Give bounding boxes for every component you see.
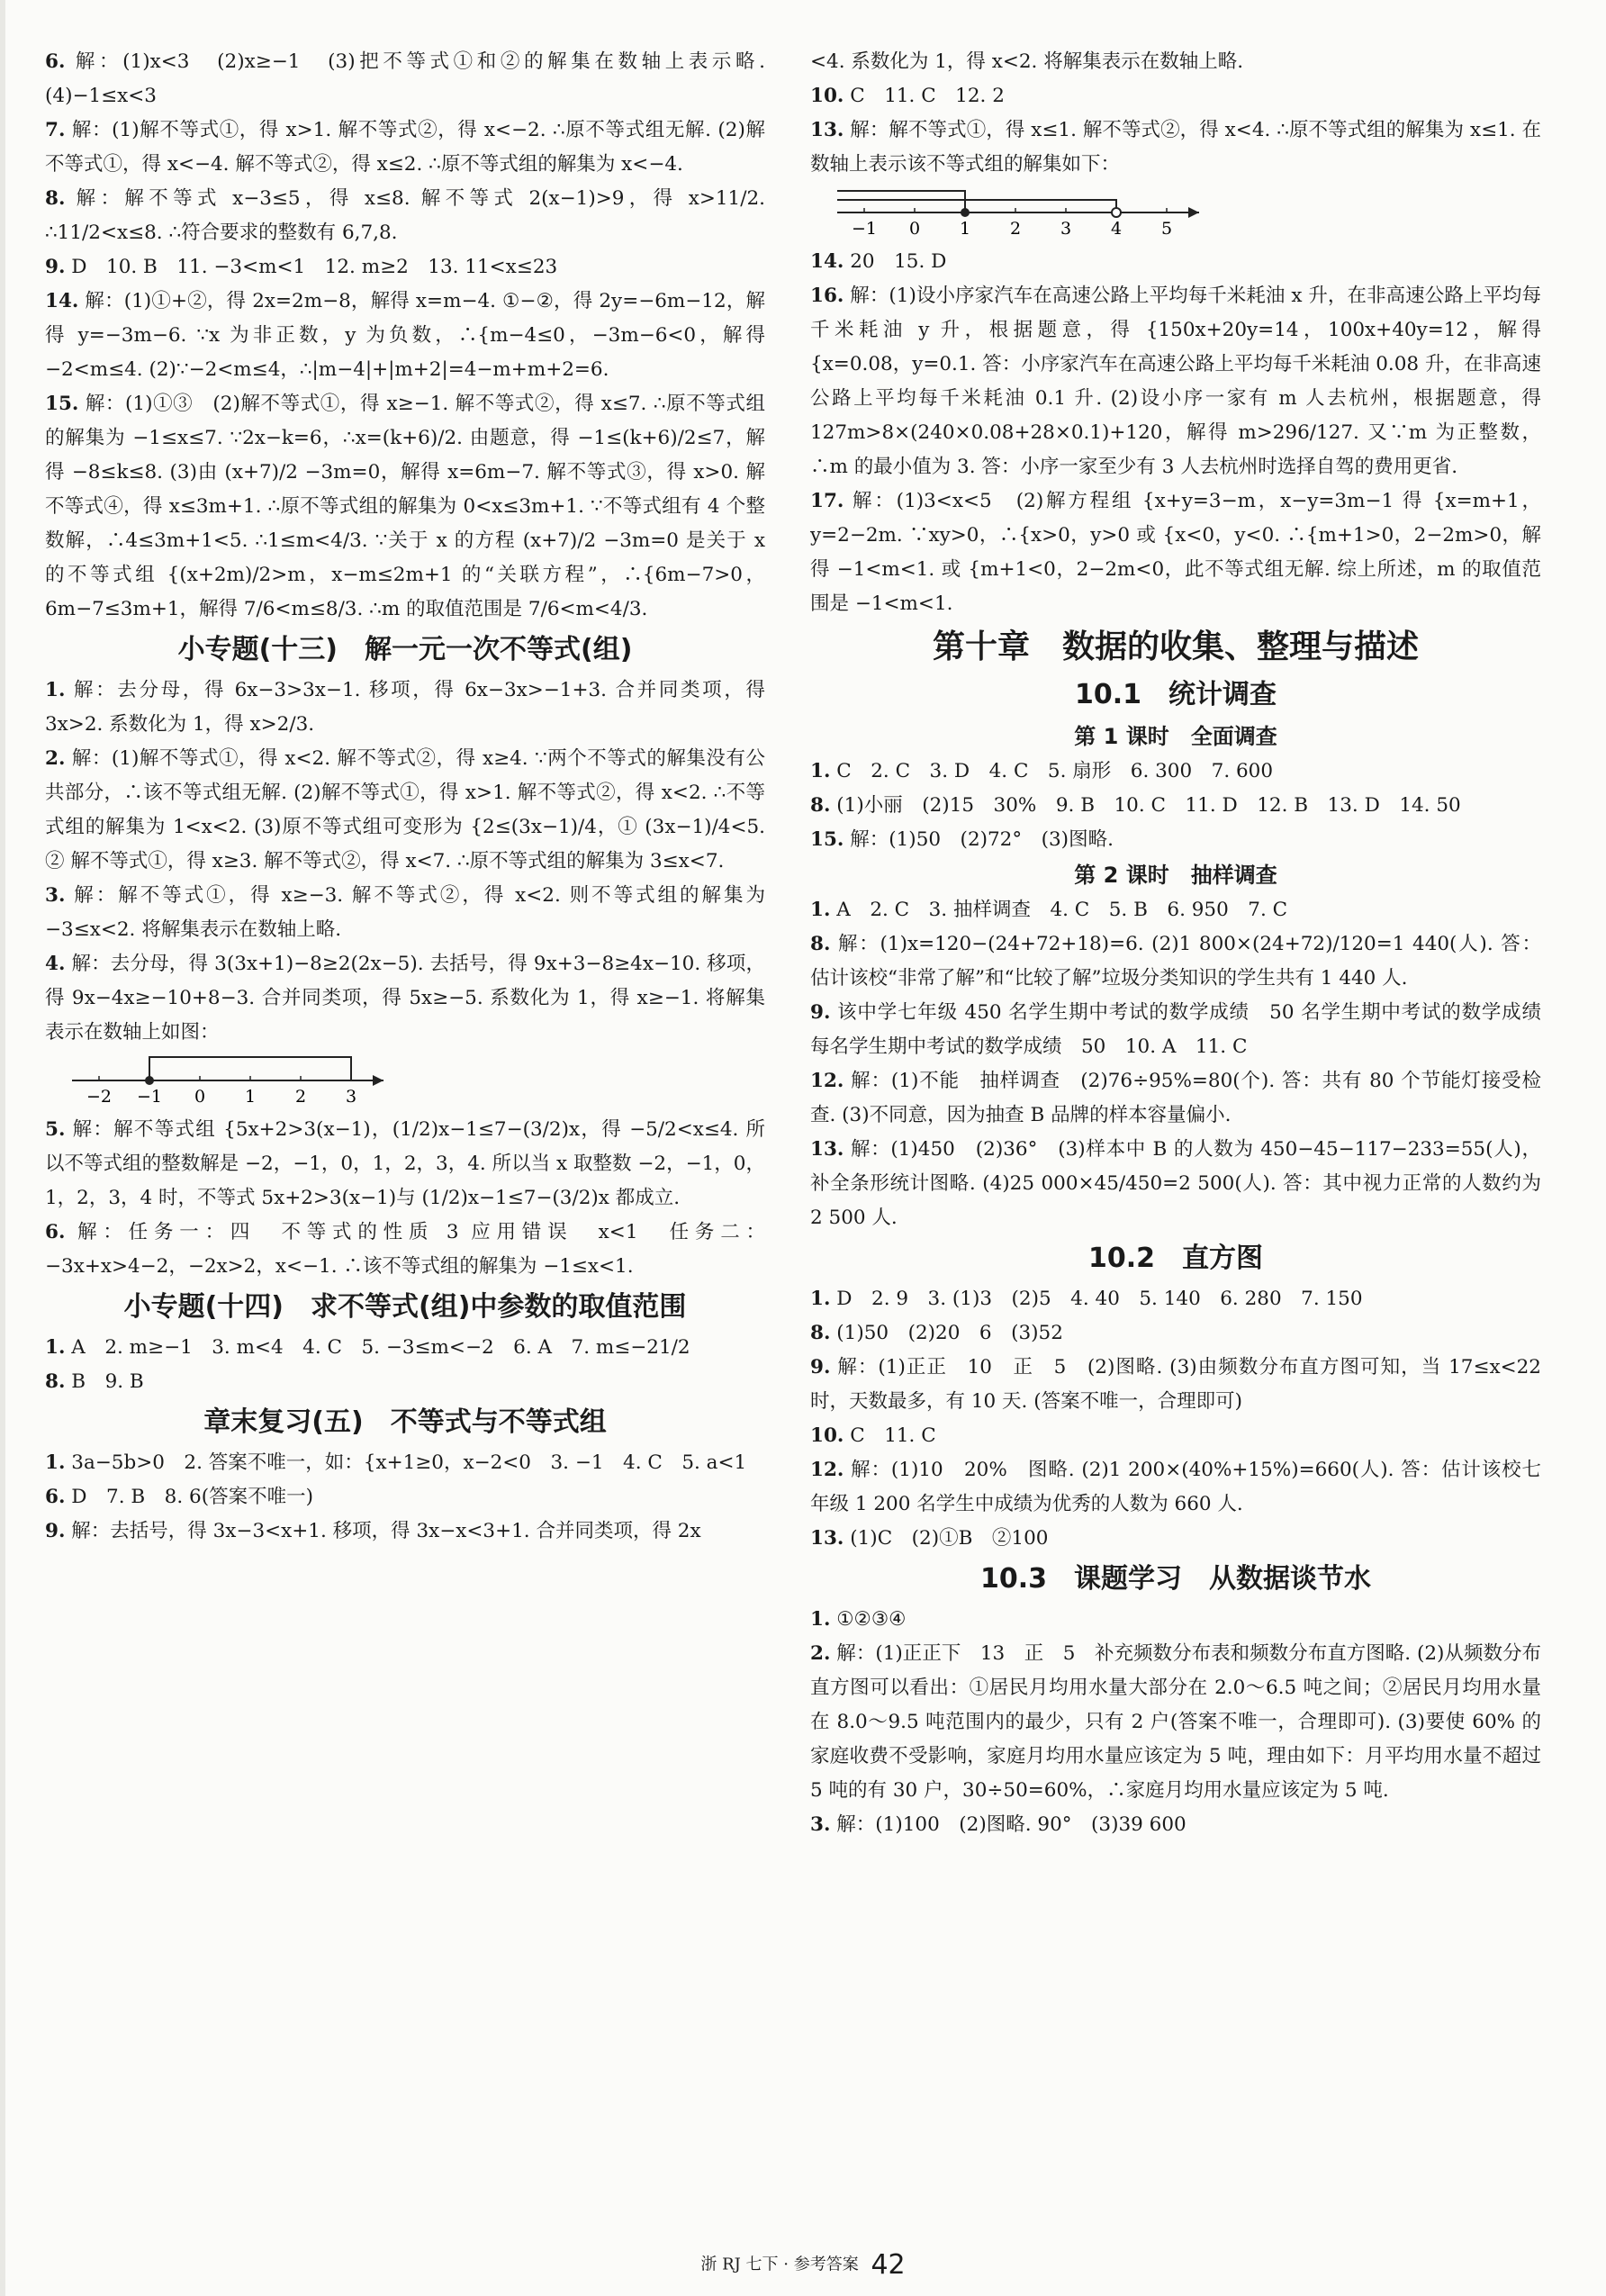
number-line-figure xyxy=(45,1050,765,1113)
closed-point xyxy=(961,208,970,217)
question-number: 2. xyxy=(45,747,66,770)
tick-label: −1 xyxy=(851,219,878,239)
number-line xyxy=(45,1050,729,1113)
page-number: 42 xyxy=(871,2249,906,2281)
tick-label: 1 xyxy=(244,1087,257,1107)
open-point xyxy=(1112,208,1121,217)
question-number: 14. xyxy=(45,290,79,312)
axis-arrow xyxy=(1188,207,1199,218)
number-line-figure xyxy=(810,182,1541,245)
question-number: 4. xyxy=(45,953,66,975)
question-number: 3. xyxy=(810,1813,831,1836)
answer-block: 6. D 7. B 8. 6(答案不唯一) xyxy=(45,1486,313,1508)
question-number: 1. xyxy=(810,1288,831,1310)
tick-label: 0 xyxy=(194,1087,206,1107)
question-number: 6. xyxy=(45,1486,66,1508)
question-number: 8. xyxy=(810,1322,831,1344)
tick-label: −2 xyxy=(86,1087,113,1107)
answer-block: 9. 该中学七年级 450 名学生期中考试的数学成绩 50 名学生期中考试的数学成绩 每名学生期中考试的数学成绩 50 10. A 11. C xyxy=(810,1001,1561,1058)
answer-block: 14. 解：(1)①+②，得 2x=2m−8，解得 x=m−4. ①−②，得 2y=−6m−12，解得 y=−3m−6. ∵x 为非正数，y 为负数，∴{m−4≤0，−3m−6<0，解得 −2<m≤4. (2)∵−2<m≤4，∴|m−4|+|m+2|=4−m+m+2=6. xyxy=(45,290,765,381)
solution-ray-right xyxy=(837,200,1116,212)
section-heading: 10.1 统计调查 xyxy=(1074,679,1277,710)
answer-block: 17. 解：(1)3<x<5 (2)解方程组 {x+y=3−m，x−y=3m−1 得 {x=m+1，y=2−2m. ∵xy>0，∴{x>0，y>0 或 {x<0，y<0. ∴{m+1>0，2−2m>0，解得 −1<m<1. 或 {m+1<0，2−2m<0，此不等式组无解. 综上所述，m 的取值范围是 −1<m<1. xyxy=(810,490,1541,615)
number-line xyxy=(810,182,1494,245)
tick-label: 2 xyxy=(294,1087,307,1107)
tick-label: 2 xyxy=(1009,219,1022,239)
footer-label: 浙 RJ 七下 · 参考答案 xyxy=(700,2255,859,2274)
question-number: 3. xyxy=(45,884,66,907)
answer-block: 1. A 2. C 3. 抽样调查 4. C 5. B 6. 950 7. C xyxy=(810,899,1288,921)
answer-block: 16. 解：(1)设小序家汽车在高速公路上平均每千米耗油 x 升，在非高速公路上平均每千米耗油 y 升，根据题意，得 {150x+20y=14，100x+40y=12，解得 {x=0.08，y=0.1. 答：小序家汽车在高速公路上平均每千米耗油 0.08 升，在非高速公路上平均每千米耗油 0.1 升. (2)设小序一家有 m 人去杭州，根据题意，得 127m>8×(240×0.08+28×0.1)+120，解得 m>296/127. 又∵m 为正整数，∴m 的最小值为 3. 答：小序一家至少有 3 人去杭州时选择自驾的费用更省. xyxy=(810,285,1541,478)
question-number: 13. xyxy=(810,1138,844,1161)
answer-block: 6. 解：(1)x<3 (2)x≥−1 (3)把不等式①和②的解集在数轴上表示略. (4)−1≤x<3 xyxy=(45,50,765,107)
question-number: 9. xyxy=(810,1356,831,1379)
question-number: 14. xyxy=(810,250,844,273)
question-number: 9. xyxy=(45,1520,66,1542)
question-number: 6. xyxy=(45,50,66,73)
section-heading: 章末复习(五) 不等式与不等式组 xyxy=(203,1406,607,1438)
question-number: 15. xyxy=(810,828,844,851)
question-number: 10. xyxy=(810,85,844,107)
solution-ray-left xyxy=(837,191,965,212)
answer-block: 13. (1)C (2)①B ②100 xyxy=(810,1527,1049,1550)
question-number: 12. xyxy=(810,1459,844,1481)
answer-block: 10. C 11. C xyxy=(810,1424,936,1447)
answer-block: 3. 解：解不等式①，得 x≥−3. 解不等式②，得 x<2. 则不等式组的解集为 −3≤x<2. 将解集表示在数轴上略. xyxy=(45,884,765,941)
answer-block: 15. 解：(1)①③ (2)解不等式①，得 x≥−1. 解不等式②，得 x≤7. ∴原不等式组的解集为 −1≤x≤7. ∵2x−k=6，∴x=(k+6)/2. 由题意，得 −1≤(k+6)/2≤7，解得 −8≤k≤8. (3)由 (x+7)/2 −3m=0，解得 x=6m−7. 解不等式③，得 x>0. 解不等式④，得 x≤3m+1. ∴原不等式组的解集为 0<x≤3m+1. ∵不等式组有 4 个整数解，∴4≤3m+1<5. ∴1≤m<4/3. ∵关于 x 的方程 (x+7)/2 −3m=0 是关于 x 的不等式组 {(x+2m)/2>m，x−m≤2m+1 的“关联方程”，∴{6m−7>0，6m−7≤3m+1，解得 7/6<m≤8/3. ∴m 的取值范围是 7/6<m<4/3. xyxy=(45,393,765,620)
answer-block: 1. 3a−5b>0 2. 答案不唯一，如：{x+1≥0，x−2<0 3. −1 4. C 5. a<1 xyxy=(45,1451,747,1474)
question-number: 12. xyxy=(810,1070,844,1092)
answer-block: 13. 解：(1)450 (2)36° (3)样本中 B 的人数为 450−45−117−233=55(人)，补全条形统计图略. (4)25 000×45/450=2 500(人). 答：其中视力正常的人数约为 2 500 人. xyxy=(810,1138,1541,1229)
answer-block: 1. A 2. m≥−1 3. m<4 4. C 5. −3≤m<−2 6. A 7. m≤−21/2 xyxy=(45,1336,690,1359)
answer-block: 8. (1)50 (2)20 6 (3)52 xyxy=(810,1322,1063,1344)
answer-block: 2. 解：(1)解不等式①，得 x<2. 解不等式②，得 x≥4. ∵两个不等式的解集没有公共部分，∴该不等式组无解. (2)解不等式①，得 x>1. 解不等式②，得 x<2. ∴不等式组的解集为 1<x<2. (3)原不等式组可变形为 {2≤(3x−1)/4，① (3x−1)/4<5. ② 解不等式①，得 x≥3. 解不等式②，得 x<7. ∴原不等式组的解集为 3≤x<7. xyxy=(45,747,765,872)
question-number: 17. xyxy=(810,490,844,512)
answer-block: 9. 解：(1)正正 10 正 5 (2)图略. (3)由频数分布直方图可知，当 17≤x<22 时，天数最多，有 10 天. (答案不唯一，合理即可) xyxy=(810,1356,1541,1413)
left-column xyxy=(45,45,765,1549)
question-number: 5. xyxy=(45,1118,66,1141)
question-number: 8. xyxy=(45,187,66,210)
answer-block: 15. 解：(1)50 (2)72° (3)图略. xyxy=(810,828,1114,851)
axis-arrow xyxy=(373,1075,383,1086)
answer-block: 10. C 11. C 12. 2 xyxy=(810,85,1005,107)
answer-block: 1. C 2. C 3. D 4. C 5. 扇形 6. 300 7. 600 xyxy=(810,760,1274,782)
answer-block: 9. 解：去括号，得 3x−3<x+1. 移项，得 3x−x<3+1. 合并同类项，得 2x xyxy=(45,1520,701,1542)
answer-block: 1. 解：去分母，得 6x−3>3x−1. 移项，得 6x−3x>−1+3. 合并同类项，得 3x>2. 系数化为 1，得 x>2/3. xyxy=(45,679,765,736)
question-number: 9. xyxy=(810,1001,831,1024)
answer-block: 9. D 10. B 11. −3<m<1 12. m≥2 13. 11<x≤23 xyxy=(45,256,558,278)
page-binding-edge xyxy=(0,0,5,2296)
question-number: 15. xyxy=(45,393,79,415)
answer-block: 8. (1)小丽 (2)15 30% 9. B 10. C 11. D 12. B 13. D 14. 50 xyxy=(810,794,1461,817)
answer-block: 8. 解：解不等式 x−3≤5，得 x≤8. 解不等式 2(x−1)>9，得 x>11/2. ∴11/2<x≤8. ∴符合要求的整数有 6,7,8. xyxy=(45,187,765,244)
tick-label: 4 xyxy=(1110,219,1123,239)
tick-label: −1 xyxy=(136,1087,163,1107)
answer-block: 8. 解：(1)x=120−(24+72+18)=6. (2)1 800×(24+72)/120=1 440(人). 答：估计该校“非常了解”和“比较了解”垃圾分类知识的学生共有 1 440 人. xyxy=(810,933,1541,990)
answer-block: <4. 系数化为 1，得 x<2. 将解集表示在数轴上略. xyxy=(810,50,1244,73)
answer-block: 2. 解：(1)正正下 13 正 5 补充频数分布表和频数分布直方图略. (2)从频数分布直方图可以看出：①居民月均用水量大部分在 2.0～6.5 吨之间；②居民月均用水量在 8.0～9.5 吨范围内的最少，只有 2 户(答案不唯一，合理即可). (3)要使 60% 的家庭收费不受影响，家庭月均用水量应该定为 5 吨，理由如下：月平均用水量不超过 5 吨的有 30 户，30÷50=60%，∴家庭月均用水量应该定为 5 吨. xyxy=(810,1642,1541,1802)
section-heading: 第十章 数据的收集、整理与描述 xyxy=(932,628,1419,665)
question-number: 6. xyxy=(45,1221,66,1243)
question-number: 1. xyxy=(45,679,66,701)
tick-label: 3 xyxy=(1060,219,1072,239)
question-number: 13. xyxy=(810,1527,844,1550)
closed-point xyxy=(145,1076,154,1085)
question-number: 8. xyxy=(45,1370,66,1393)
answer-block: 7. 解：(1)解不等式①，得 x>1. 解不等式②，得 x<−2. ∴原不等式组无解. (2)解不等式①，得 x<−4. 解不等式②，得 x≤2. ∴原不等式组的解集为 x<−4. xyxy=(45,119,765,176)
answer-block: 12. 解：(1)不能 抽样调查 (2)76÷95%=80(个). 答：共有 80 个节能灯接受检查. (3)不同意，因为抽查 B 品牌的样本容量偏小. xyxy=(810,1070,1541,1126)
question-number: 2. xyxy=(810,1642,831,1665)
tick-label: 0 xyxy=(908,219,921,239)
question-number: 1. xyxy=(810,899,831,921)
section-heading: 10.3 课题学习 从数据谈节水 xyxy=(979,1563,1372,1595)
answer-block: 13. 解：解不等式①，得 x≤1. 解不等式②，得 x<4. ∴原不等式组的解集为 x≤1. 在数轴上表示该不等式组的解集如下： xyxy=(810,119,1541,176)
answer-block: 8. B 9. B xyxy=(45,1370,144,1393)
tick-label: 5 xyxy=(1160,219,1173,239)
question-number: 10. xyxy=(810,1424,844,1447)
answer-block: 14. 20 15. D xyxy=(810,250,947,273)
question-number: 9. xyxy=(45,256,66,278)
question-number: 1. xyxy=(810,1608,831,1631)
page-footer xyxy=(0,2249,1606,2281)
question-number: 8. xyxy=(810,933,831,955)
section-heading: 小专题(十四) 求不等式(组)中参数的取值范围 xyxy=(123,1291,687,1323)
section-heading: 小专题(十三) 解一元一次不等式(组) xyxy=(177,634,633,665)
answer-block: 1. D 2. 9 3. (1)3 (2)5 4. 40 5. 140 6. 280 7. 150 xyxy=(810,1288,1363,1310)
answer-block: 1. ①②③④ xyxy=(810,1608,907,1631)
section-heading: 10.2 直方图 xyxy=(1087,1243,1264,1274)
answer-block: 12. 解：(1)10 20% 图略. (2)1 200×(40%+15%)=660(人). 答：估计该校七年级 1 200 名学生中成绩为优秀的人数为 660 人. xyxy=(810,1459,1541,1515)
right-column xyxy=(810,45,1561,1842)
answer-block: 3. 解：(1)100 (2)图略. 90° (3)39 600 xyxy=(810,1813,1186,1836)
section-heading: 第 2 课时 抽样调查 xyxy=(1074,863,1277,888)
question-number: 1. xyxy=(810,760,831,782)
answer-block: 6. 解：任务一：四 不等式的性质 3 应用错误 x<1 任务二：−3x+x>4−2，−2x>2，x<−1. ∴该不等式组的解集为 −1≤x<1. xyxy=(45,1221,765,1278)
question-number: 1. xyxy=(45,1451,66,1474)
answer-block: 4. 解：去分母，得 3(3x+1)−8≥2(2x−5). 去括号，得 9x+3−8≥4x−10. 移项，得 9x−4x≥−10+8−3. 合并同类项，得 5x≥−5. 系数化为 1，得 x≥−1. 将解集表示在数轴上如图： xyxy=(45,953,765,1044)
tick-label: 3 xyxy=(345,1087,357,1107)
question-number: 16. xyxy=(810,285,844,307)
question-number: 1. xyxy=(45,1336,66,1359)
section-heading: 第 1 课时 全面调查 xyxy=(1074,724,1277,749)
tick-label: 1 xyxy=(959,219,971,239)
answer-block: 5. 解：解不等式组 {5x+2>3(x−1)，(1/2)x−1≤7−(3/2)x，得 −5/2<x≤4. 所以不等式组的整数解是 −2，−1，0，1，2，3，4. 所以当 x 取整数 −2，−1，0，1，2，3，4 时，不等式 5x+2>3(x−1)与 (1/2)x−1≤7−(3/2)x 都成立. xyxy=(45,1118,765,1209)
question-number: 7. xyxy=(45,119,66,141)
question-number: 13. xyxy=(810,119,844,141)
question-number: 8. xyxy=(810,794,831,817)
